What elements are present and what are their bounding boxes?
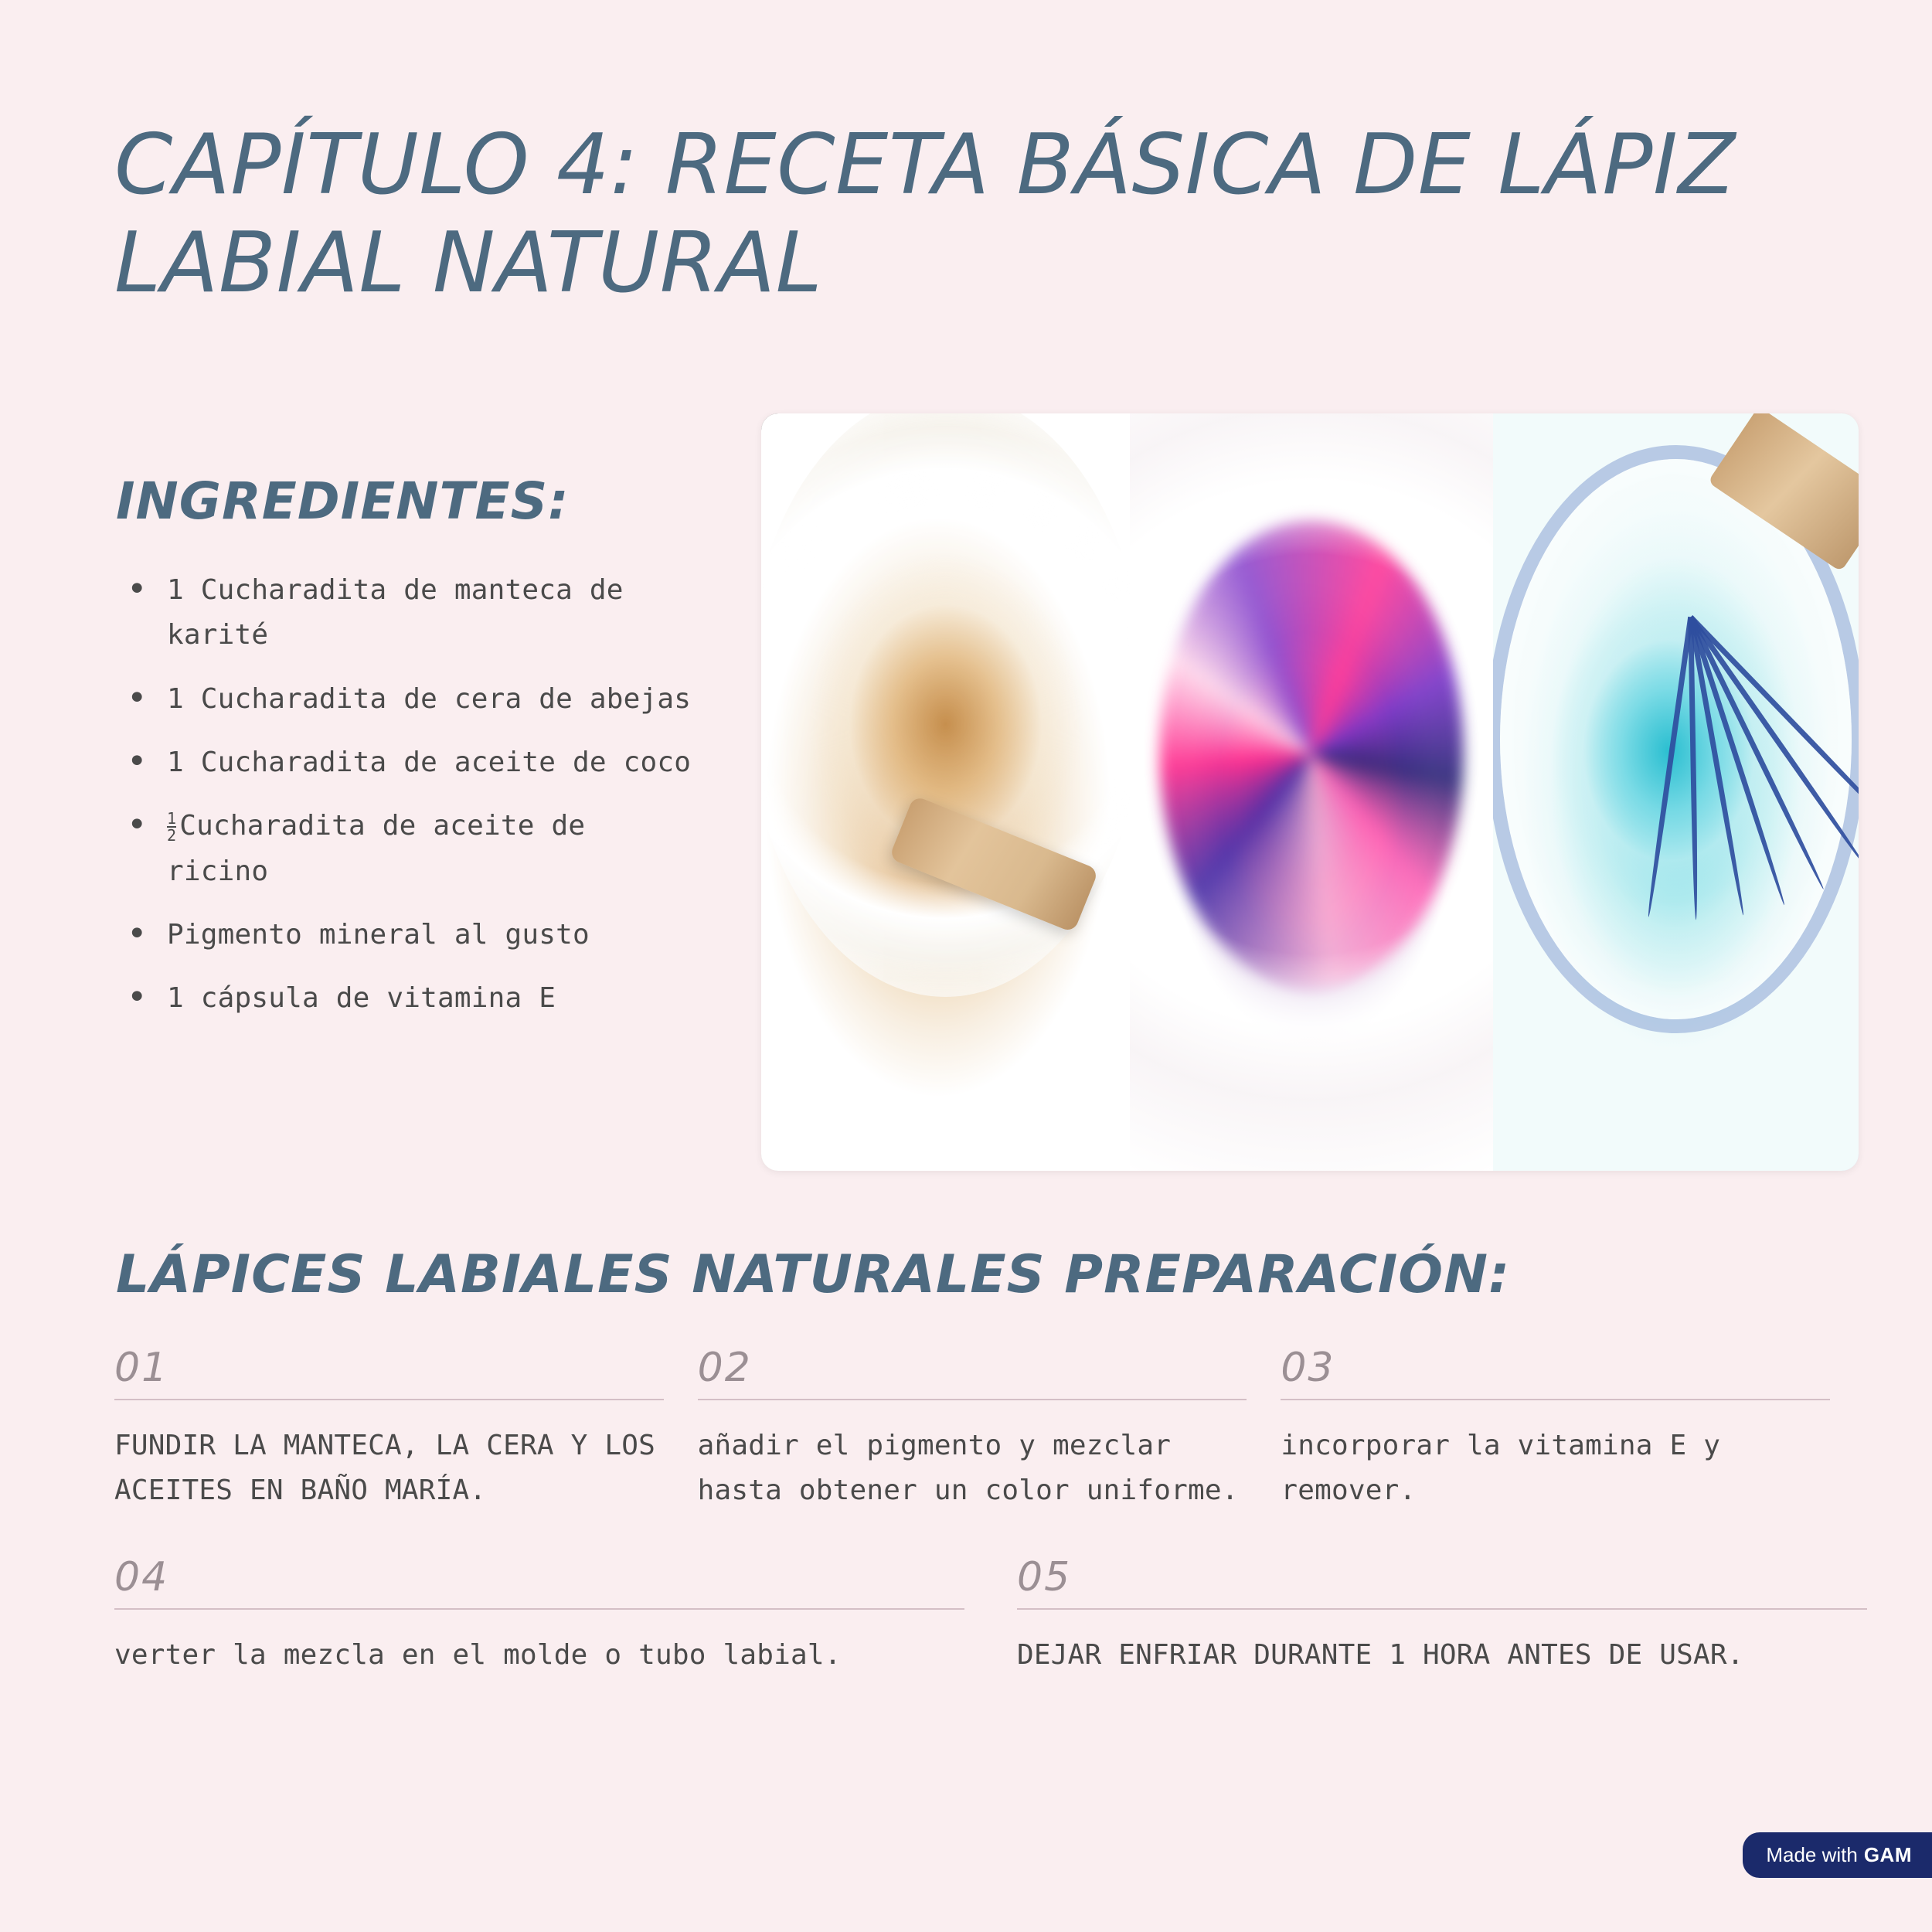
step-text: añadir el pigmento y mezclar hasta obtener un color uniforme. — [697, 1430, 1239, 1507]
list-item — [116, 677, 703, 722]
step-divider — [698, 1399, 1247, 1400]
step-number: 02 — [697, 1345, 752, 1391]
step-divider — [1017, 1608, 1867, 1610]
step-text: verter la mezcla en el molde o tubo labial. — [114, 1638, 842, 1671]
list-item — [116, 740, 703, 785]
fraction-numerator: • 1 — [167, 809, 177, 828]
step-number: 04 — [114, 1553, 169, 1600]
step-divider — [114, 1399, 664, 1400]
step-text: incorporar la vitamina E y remover. — [1281, 1430, 1721, 1507]
ingredient-text: 1 Cucharadita de aceite de coco — [167, 746, 692, 778]
steps-row — [114, 1554, 1830, 1678]
step-03 — [1281, 1345, 1830, 1514]
badge-brand: GAM — [1863, 1843, 1912, 1866]
ingredient-text: 1 Cucharadita de cera de abejas — [167, 682, 692, 715]
list-item — [116, 804, 703, 894]
steps-row — [114, 1345, 1830, 1514]
step-divider — [1281, 1399, 1830, 1400]
step-05 — [1017, 1554, 1867, 1678]
step-number: 01 — [114, 1345, 169, 1391]
step-divider — [114, 1608, 964, 1610]
step-number: 05 — [1017, 1553, 1072, 1600]
badge-prefix: Made with — [1766, 1843, 1858, 1866]
preparation-steps — [114, 1345, 1830, 1718]
step-01 — [114, 1345, 664, 1514]
fraction-one-half — [167, 811, 176, 843]
ingredients-heading: INGREDIENTES: — [116, 471, 570, 531]
step-04 — [114, 1554, 964, 1678]
turquoise-cream-whisk-photo — [1493, 413, 1859, 1171]
ingredient-text: Cucharadita de aceite de ricino — [167, 810, 586, 887]
list-item — [116, 976, 703, 1021]
step-text: DEJAR ENFRIAR DURANTE 1 HORA ANTES DE USAR. — [1017, 1638, 1744, 1671]
step-text: FUNDIR LA MANTECA, LA CERA Y LOS ACEITES EN BAÑO MARÍA. — [114, 1430, 655, 1507]
step-02 — [698, 1345, 1247, 1514]
step-number: 03 — [1281, 1345, 1335, 1391]
list-item — [116, 568, 703, 658]
page-title: CAPÍTULO 4: RECETA BÁSICA DE LÁPIZ LABIAL NATURAL — [114, 117, 1736, 312]
preparation-heading: LÁPICES LABIALES NATURALES PREPARACIÓN: — [116, 1244, 1511, 1305]
ingredient-text: 1 Cucharadita de manteca de karité — [167, 574, 624, 651]
whisk-icon — [1618, 595, 1851, 928]
beige-cream-swirl-photo — [761, 413, 1130, 1171]
made-with-badge[interactable] — [1743, 1832, 1932, 1878]
list-item — [116, 913, 703, 957]
ingredient-text: Pigmento mineral al gusto — [167, 918, 590, 951]
ingredients-list — [116, 568, 703, 1040]
ingredient-text: 1 cápsula de vitamina E — [167, 982, 556, 1015]
photo-strip — [761, 413, 1859, 1171]
fraction-denominator: 2 — [167, 826, 177, 845]
pink-purple-marbled-swirl-photo — [1130, 413, 1493, 1171]
